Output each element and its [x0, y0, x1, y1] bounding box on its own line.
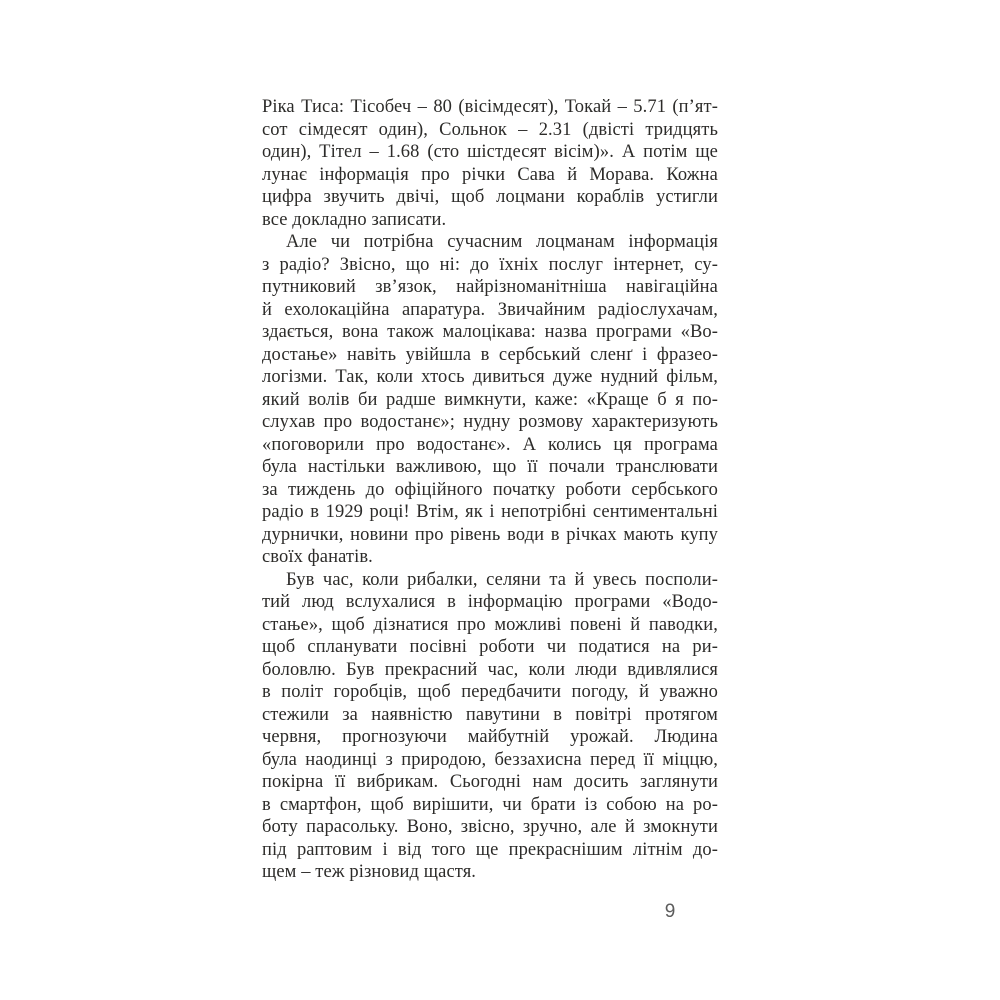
text-line: була настільки важливою, що її почали транслювати	[262, 457, 718, 477]
text-line: червня, прогнозуючи майбутній урожай. Людина	[262, 727, 718, 747]
text-line: й ехолокаційна апаратура. Звичайним радіослухачам,	[262, 299, 718, 320]
text-line: «поговорили про водостанє». А колись ця програма	[262, 434, 718, 455]
text-line: стање», щоб дізнатися про можливі повені й паводки,	[262, 614, 718, 635]
text-line: покірна її вибрикам. Сьогодні нам досить заглянути	[262, 772, 718, 792]
text-line: цифра звучить двічі, щоб лоцмани кораблів устигли	[262, 187, 718, 207]
text-line: тий люд вслухалися в інформацію програми «Водо-	[262, 592, 718, 612]
text-line: з радіо? Звісно, що ні: до їхніх послуг інтернет, су-	[262, 254, 718, 275]
text-line: слухав про водостанє»; нудну розмову характеризують	[262, 412, 718, 432]
text-line: щоб спланувати посівні роботи чи податися на ри-	[262, 637, 718, 657]
text-line: Був час, коли рибалки, селяни та й увесь посполи-	[286, 569, 718, 590]
text-line: боту парасольку. Воно, звісно, зручно, але й змокнути	[262, 817, 718, 837]
text-line: під раптовим і від того ще прекраснішим літнім до-	[262, 839, 718, 860]
text-line: логізми. Так, коли хтось дивиться дуже нудний фільм,	[262, 367, 718, 387]
text-line: боловлю. Був прекрасний час, коли люди вдивлялися	[262, 659, 718, 680]
text-line: все докладно записати.	[262, 209, 447, 230]
text-line: який волів би радше вимкнути, каже: «Краще б я по-	[262, 389, 718, 410]
text-line: щем – теж різновид щастя.	[262, 862, 477, 882]
text-column	[262, 96, 718, 884]
text-line: Але чи потрібна сучасним лоцманам інформація	[286, 232, 718, 252]
text-line: Ріка Тиса: Тісобеч – 80 (вісімдесят), Токай – 5.71 (п’ят-	[262, 97, 718, 117]
text-line: стежили за наявністю павутини в повітрі протягом	[262, 704, 718, 725]
text-line: за тиждень до офіційного початку роботи сербського	[262, 479, 718, 500]
text-line: достање» навіть увійшла в сербський сленґ і фразео-	[262, 344, 718, 365]
text-line: в смартфон, щоб вирішити, чи брати із собою на ро-	[262, 794, 718, 815]
text-line: один), Тітел – 1.68 (сто шістдесят вісім)». А потім ще	[262, 142, 718, 162]
text-line: в політ горобців, щоб передбачити погоду, й уважно	[262, 682, 718, 702]
text-line: здається, вона також малоцікава: назва програми «Во-	[262, 322, 718, 342]
text-line: сот сімдесят один), Сольнок – 2.31 (двісті тридцять	[262, 119, 718, 140]
text-line: своїх фанатів.	[262, 547, 373, 567]
text-line: дурнички, новини про рівень води в річках мають купу	[262, 524, 718, 545]
text-line: путниковий зв’язок, найрізноманітніша навігаційна	[262, 277, 718, 297]
text-line: радіо в 1929 році! Втім, як і непотрібні сентиментальні	[262, 502, 718, 522]
text-line: лунає інформація про річки Сава й Морава. Кожна	[262, 164, 718, 185]
page-number: 9	[664, 901, 676, 922]
text-line: була наодинці з природою, беззахисна перед її міццю,	[262, 749, 718, 770]
